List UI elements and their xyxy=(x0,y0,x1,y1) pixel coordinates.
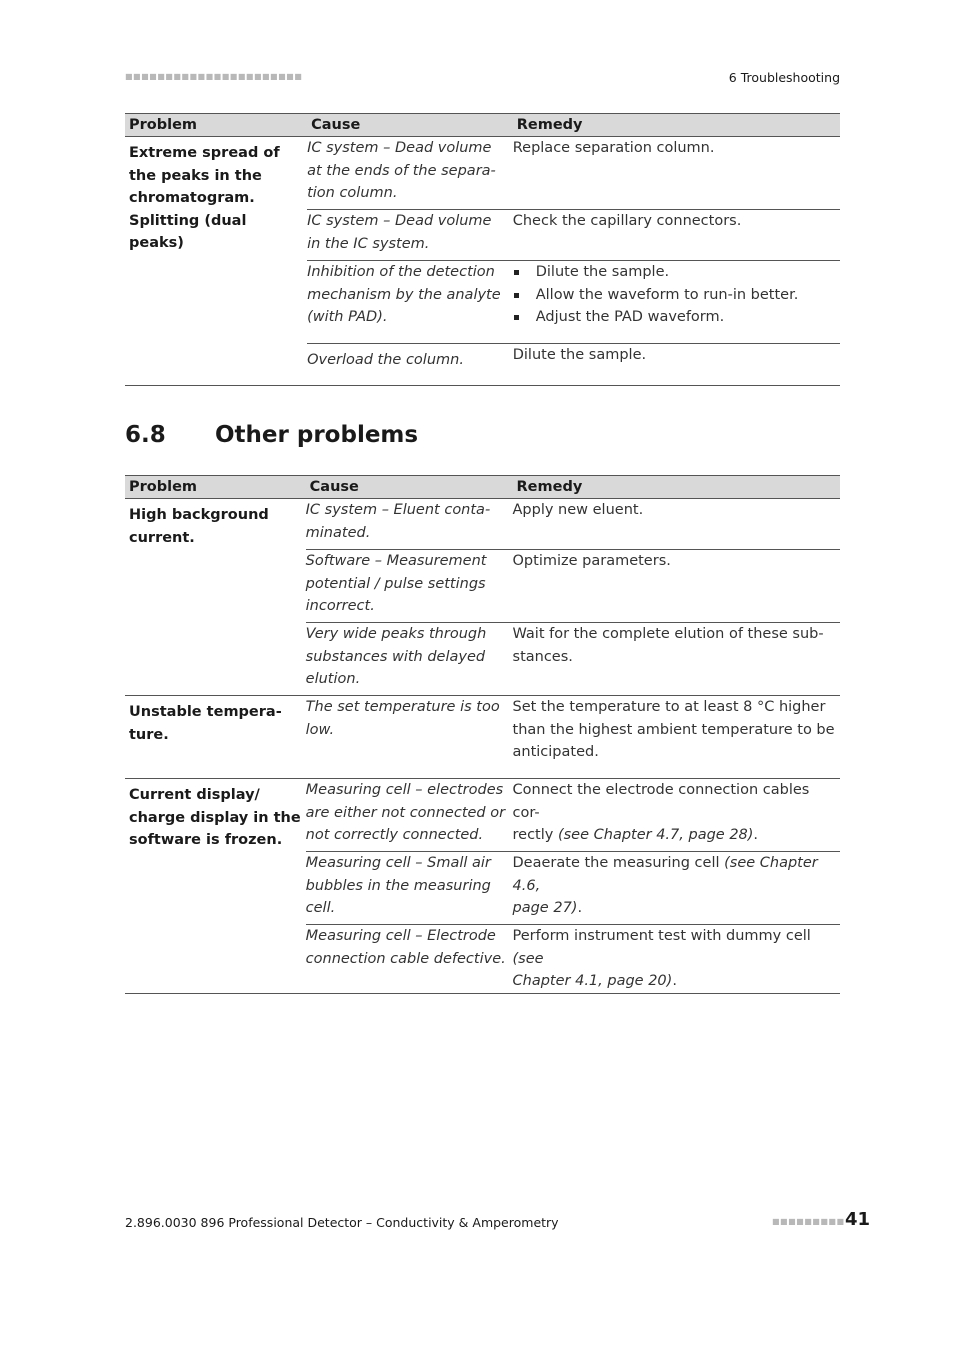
list-item: Dilute the sample. xyxy=(513,261,840,284)
column-header-remedy: Remedy xyxy=(513,114,840,137)
section-number: 6.8 xyxy=(125,422,166,448)
remedy-list xyxy=(513,261,840,329)
cause-cell: IC system – Dead volume in the IC system. xyxy=(307,210,513,261)
chapter-reference: (see Chapter 4.6, xyxy=(512,855,818,894)
problem-cell: Unstable tempera- ture. xyxy=(125,696,306,779)
cause-cell: IC system – Eluent conta- minated. xyxy=(305,502,491,541)
remedy-cell: Optimize parameters. xyxy=(513,550,840,623)
cause-cell: Inhibition of the detection mechanism by the analyte (with PAD). xyxy=(307,261,513,344)
problem-cell: Current display/ charge display in the software is frozen. xyxy=(125,779,306,994)
troubleshooting-table-1 xyxy=(125,113,840,386)
cause-cell: Software – Measurement potential / pulse settings incorrect. xyxy=(306,550,513,623)
page-number: 41 xyxy=(845,1209,871,1230)
footer-document-title: 2.896.0030 896 Professional Detector – Conductivity & Amperometry xyxy=(125,1215,559,1230)
cause-cell: IC system – Dead volume at the ends of the separa- tion column. xyxy=(307,140,496,201)
cause-cell: Measuring cell – Electrode connection cable defective. xyxy=(306,925,513,994)
list-item: Adjust the PAD waveform. xyxy=(513,306,840,329)
remedy-cell: Deaerate the measuring cell (see Chapter 4.6, page 27). xyxy=(513,852,840,925)
remedy-cell: Replace separation column. xyxy=(512,140,715,156)
remedy-cell: Set the temperature to at least 8 °C higher than the highest ambient temperature to be anticipated. xyxy=(513,696,840,779)
chapter-reference-page: page 27) xyxy=(512,900,578,916)
chapter-reference: (see Chapter 4.7, page 28) xyxy=(557,827,754,843)
remedy-cell xyxy=(513,261,840,344)
column-header-problem: Problem xyxy=(125,114,307,137)
remedy-cell: Dilute the sample. xyxy=(513,344,840,386)
remedy-cell: Apply new eluent. xyxy=(512,502,644,518)
troubleshooting-table-2 xyxy=(125,475,840,994)
problem-cell: Extreme spread of the peaks in the chromatogram. Splitting (dual peaks) xyxy=(125,137,307,386)
header-decoration: ■■■■■■■■■■■■■■■■■■■■■■ xyxy=(125,72,303,81)
column-header-problem: Problem xyxy=(125,476,306,499)
cause-cell: Very wide peaks through substances with delayed elution. xyxy=(306,623,513,696)
chapter-reference-page: Chapter 4.1, page 20) xyxy=(512,973,673,989)
column-header-remedy: Remedy xyxy=(513,476,840,499)
cause-cell: Overload the column. xyxy=(307,344,513,386)
column-header-cause: Cause xyxy=(307,114,513,137)
problem-cell: High background current. xyxy=(125,499,306,696)
remedy-cell: Check the capillary connectors. xyxy=(513,210,840,261)
section-title: Other problems xyxy=(215,422,419,448)
footer-decoration: ■■■■■■■■■ xyxy=(772,1217,845,1226)
chapter-reference: (see xyxy=(512,950,544,967)
column-header-cause: Cause xyxy=(306,476,513,499)
table-row xyxy=(125,696,840,779)
remedy-cell: Connect the electrode connection cables cor- rectly (see Chapter 4.7, page 28). xyxy=(512,782,810,843)
table-row xyxy=(125,137,840,210)
table-row xyxy=(125,779,840,852)
cause-cell: Measuring cell – electrodes are either not connected or not correctly connected. xyxy=(305,782,506,843)
remedy-cell: Perform instrument test with dummy cell (see Chapter 4.1, page 20). xyxy=(513,925,840,994)
remedy-cell: Wait for the complete elution of these sub- stances. xyxy=(513,623,840,696)
table-row xyxy=(125,499,840,550)
section-heading xyxy=(125,422,418,448)
cause-cell: The set temperature is too low. xyxy=(306,696,513,779)
cause-cell: Measuring cell – Small air bubbles in the measuring cell. xyxy=(306,852,513,925)
list-item: Allow the waveform to run-in better. xyxy=(513,284,840,307)
running-header-chapter: 6 Troubleshooting xyxy=(728,70,840,85)
